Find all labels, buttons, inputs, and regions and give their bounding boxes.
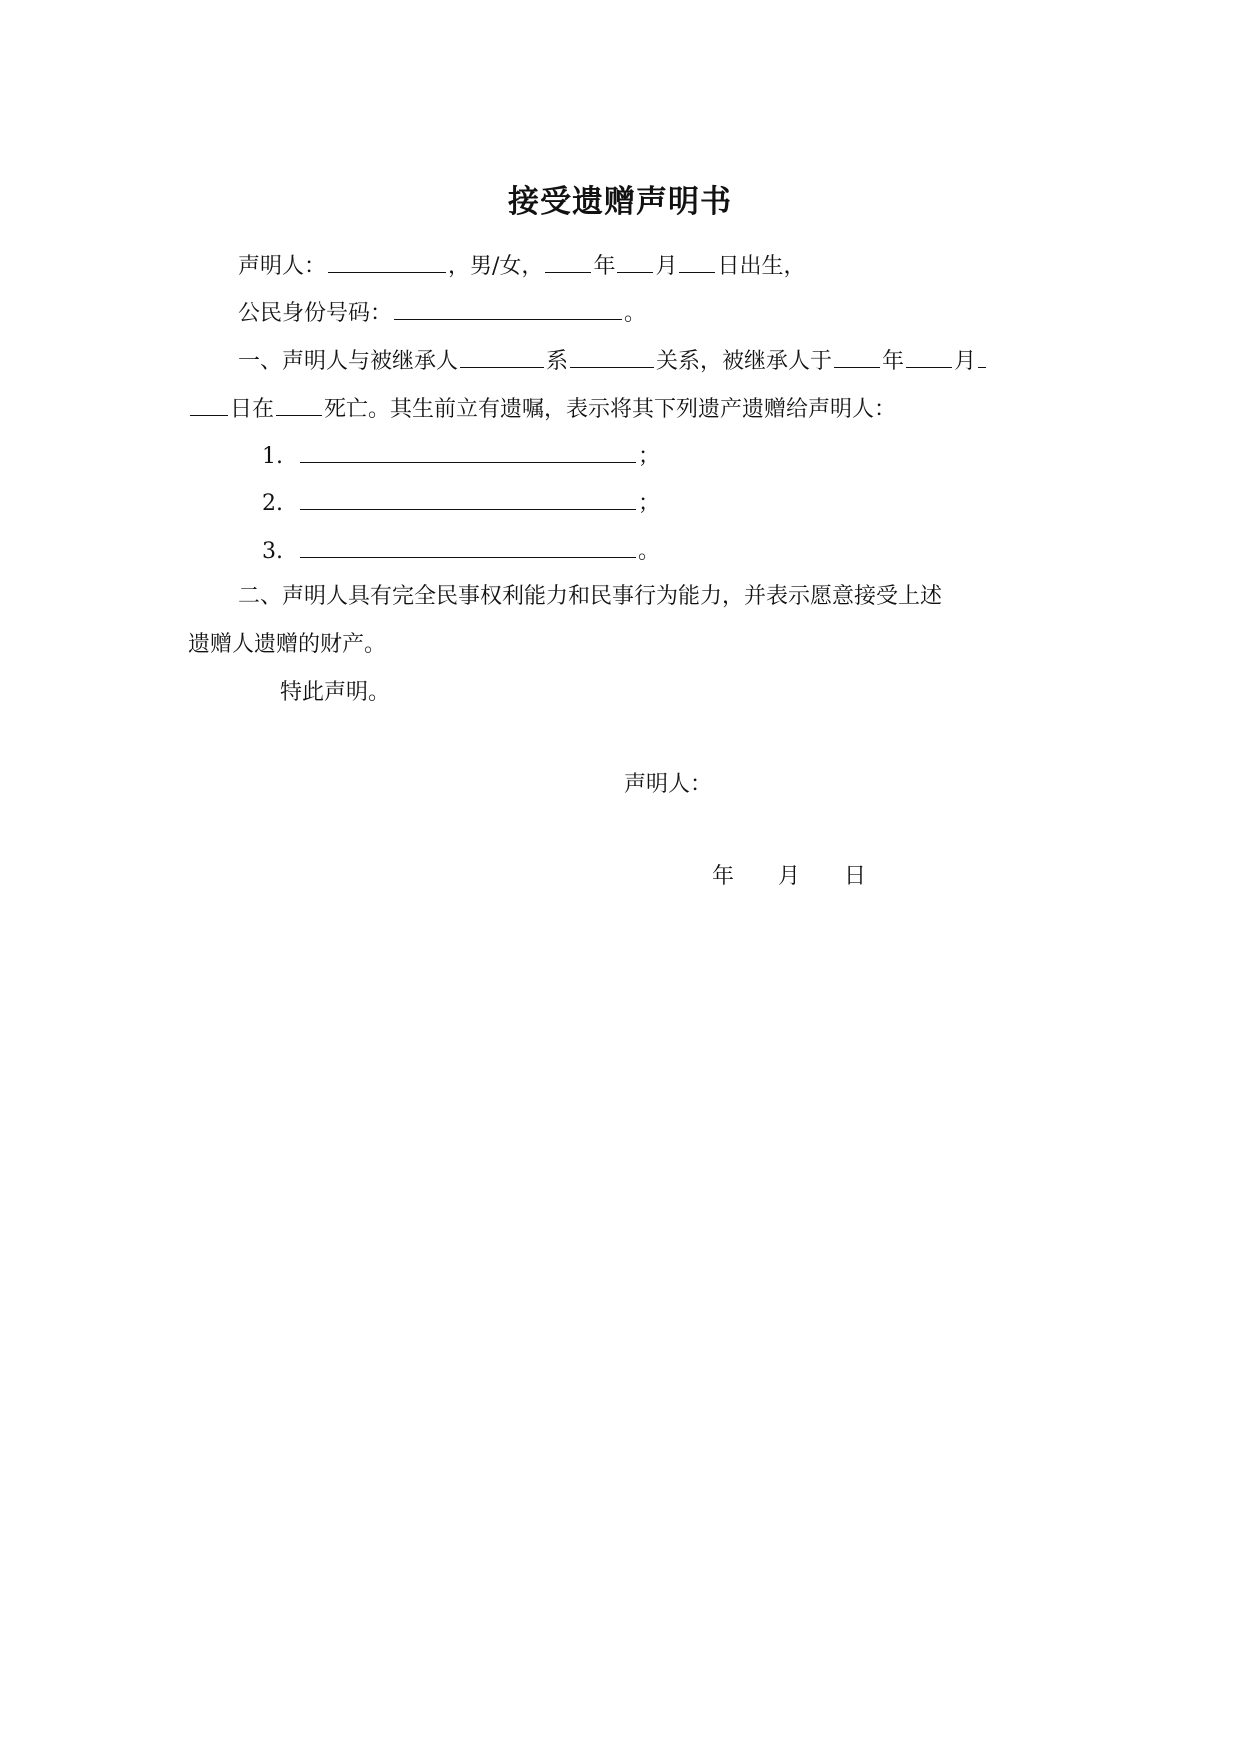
document-title: 接受遗赠声明书 <box>508 184 732 220</box>
clause-two-line-1: 二、声明人具有完全民事权利能力和民事行为能力，并表示愿意接受上述 <box>238 584 943 609</box>
date-day: 日 <box>844 864 867 889</box>
day-at-label: 日在 <box>230 397 275 422</box>
item-end: 。 <box>638 539 661 564</box>
birth-year-blank[interactable] <box>545 250 591 273</box>
declarant-label: 声明人： <box>238 254 327 279</box>
relationship-blank[interactable] <box>570 345 654 368</box>
id-end: 。 <box>624 301 647 326</box>
id-number-blank[interactable] <box>394 297 622 320</box>
signature-label: 声明人： <box>624 772 713 797</box>
id-label: 公民身份号码： <box>238 301 393 326</box>
list-item <box>262 535 660 567</box>
name-blank[interactable] <box>328 250 446 273</box>
item-number: 1. <box>262 444 283 469</box>
clause-one-part3: 关系，被继承人于 <box>656 349 833 374</box>
declarant-line <box>238 250 805 282</box>
clause-two-line-2: 遗赠人遗赠的财产。 <box>188 632 387 657</box>
death-year-label: 年 <box>882 349 905 374</box>
birth-day-blank[interactable] <box>679 250 715 273</box>
death-month-label: 月 <box>954 349 977 374</box>
clause-one-part2: 系 <box>546 349 569 374</box>
death-year-blank[interactable] <box>834 345 880 368</box>
date-year: 年 <box>712 864 735 889</box>
date-line <box>712 862 866 892</box>
item-number: 2. <box>262 491 283 516</box>
year-label: 年 <box>593 254 616 279</box>
gender-text: ，男/女， <box>448 254 544 279</box>
death-month-blank[interactable] <box>906 345 952 368</box>
month-label: 月 <box>655 254 678 279</box>
item-blank[interactable] <box>300 535 636 558</box>
item-number: 3. <box>262 539 283 564</box>
death-place-blank[interactable] <box>276 393 322 416</box>
birth-month-blank[interactable] <box>617 250 653 273</box>
item-blank[interactable] <box>300 487 636 510</box>
deceased-name-blank[interactable] <box>460 345 544 368</box>
item-blank[interactable] <box>300 440 636 463</box>
clause-one-line-2 <box>188 393 896 425</box>
clause-one-part1: 一、声明人与被继承人 <box>238 349 459 374</box>
list-item <box>262 440 660 472</box>
day-born-label: 日出生， <box>717 254 806 279</box>
closing-statement: 特此声明。 <box>280 680 391 705</box>
death-day-blank-start[interactable] <box>978 345 986 368</box>
id-line <box>238 297 646 329</box>
death-day-blank[interactable] <box>190 393 228 416</box>
clause-one-rest: 死亡。其生前立有遗嘱，表示将其下列遗产遗赠给声明人： <box>324 397 897 422</box>
date-month: 月 <box>778 864 801 889</box>
item-end: ； <box>638 444 661 469</box>
item-end: ； <box>638 491 661 516</box>
list-item <box>262 487 660 519</box>
clause-one-line-1 <box>238 345 988 377</box>
